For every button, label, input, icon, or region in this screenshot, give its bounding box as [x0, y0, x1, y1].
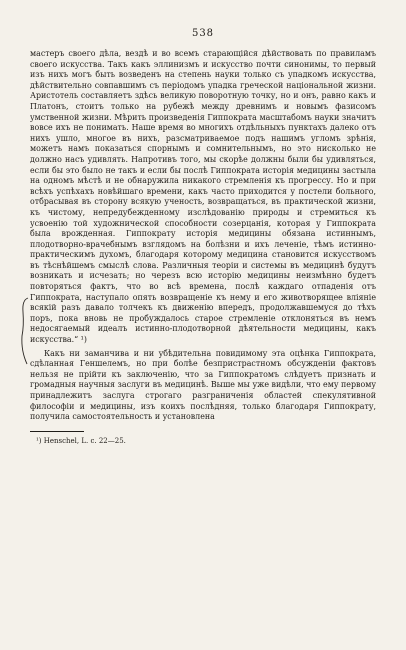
- margin-bracket-mark: [20, 296, 30, 366]
- footnote-divider: [30, 431, 84, 432]
- footnote: ¹) Henschel, L. c. 22—25.: [36, 436, 126, 445]
- body-text: [30, 49, 376, 423]
- page-number: 538: [191, 28, 215, 39]
- paragraph-2: Какъ ни заманчива и ни убѣдительна повидимому эта оцѣнка Гиппократа, сдѣланная Геншелемъ, но при болѣе безпристрастномъ обсужденіи фактовъ нельзя не прійти къ заключенію, что за Гиппократомъ слѣдуетъ признать и громадныя научныя заслуги въ медицинѣ. Выше мы уже видѣли, что ему первому принадлежитъ заслуга строгаго разграниченія областей спекулятивной философіи и медицины, изъ коихъ послѣдняя, только благодаря Гиппократу, получила самостоятельность и установлена: [30, 348, 376, 422]
- paragraph-1: мастеръ своего дѣла, вездѣ и во всемъ старающійся дѣйствовать по правиламъ своего искусства. Такъ какъ эллинизмъ и искусство почти синонимы, то первый изъ нихъ могъ быть возведенъ на степень науки только съ упадкомъ искусства, дѣйствительно совпавшимъ съ періодомъ упадка греческой національной жизни. Аристотель составляетъ здѣсь великую поворотную точку, но и онъ, равно какъ и Платонъ, стоитъ только на рубежѣ между древнимъ и новымъ фазисомъ умственной жизни. Мѣрить произведенія Гиппократа масштабомъ науки значитъ вовсе ихъ не понимать. Наше время во многихъ отдѣльныхъ пунктахъ далеко отъ нихъ ушло, многое въ нихъ, разсматриваемое подъ нашимъ угломъ зрѣнія, можетъ намъ показаться спорнымъ и сомнительнымъ, но это нисколько не должно насъ удивлять. Напротивъ того, мы скорѣе должны были бы удивляться, если бы это было не такъ и если бы послѣ Гиппократа исторія медицины застыла на одномъ мѣстѣ и не обнаружила никакого стремленія къ прогрессу. Но и при всѣхъ успѣхахъ новѣйшаго времени, какъ часто приходится у постели больного, отбрасывая въ сторону всякую ученость, возвращаться, въ практической жизни, къ чистому, непредубежденному изслѣдованію природы и стремиться къ усвоенію той художнической способности созерцанія, которая у Гиппократа была врожденная. Гиппократу исторія медицины обязана истиннымъ, плодотворно-врачебнымъ взглядомъ на болѣзни и ихъ леченіе, тѣмъ истинно-практическимъ духомъ, благодаря которому медицина становится искусствомъ въ тѣснѣйшемъ смыслѣ слова. Различныя теоріи и системы въ медицинѣ будутъ возникать и исчезать; но черезъ всю исторію медицины неизмѣнно будетъ повторяться фактъ, что во всѣ времена, послѣ каждаго отпаденія отъ Гиппократа, наступало опять возвращеніе къ нему и его животворящее вліяніе всякій разъ давало толчекъ къ движенію впередъ, продолжавшемуся до тѣхъ поръ, пока вновь не пробуждалось старое стремленіе отклоняться въ немъ недосягаемый идеалъ истинно-плодотворной дѣятельности медицины, какъ искусства.“ ¹): [30, 49, 376, 345]
